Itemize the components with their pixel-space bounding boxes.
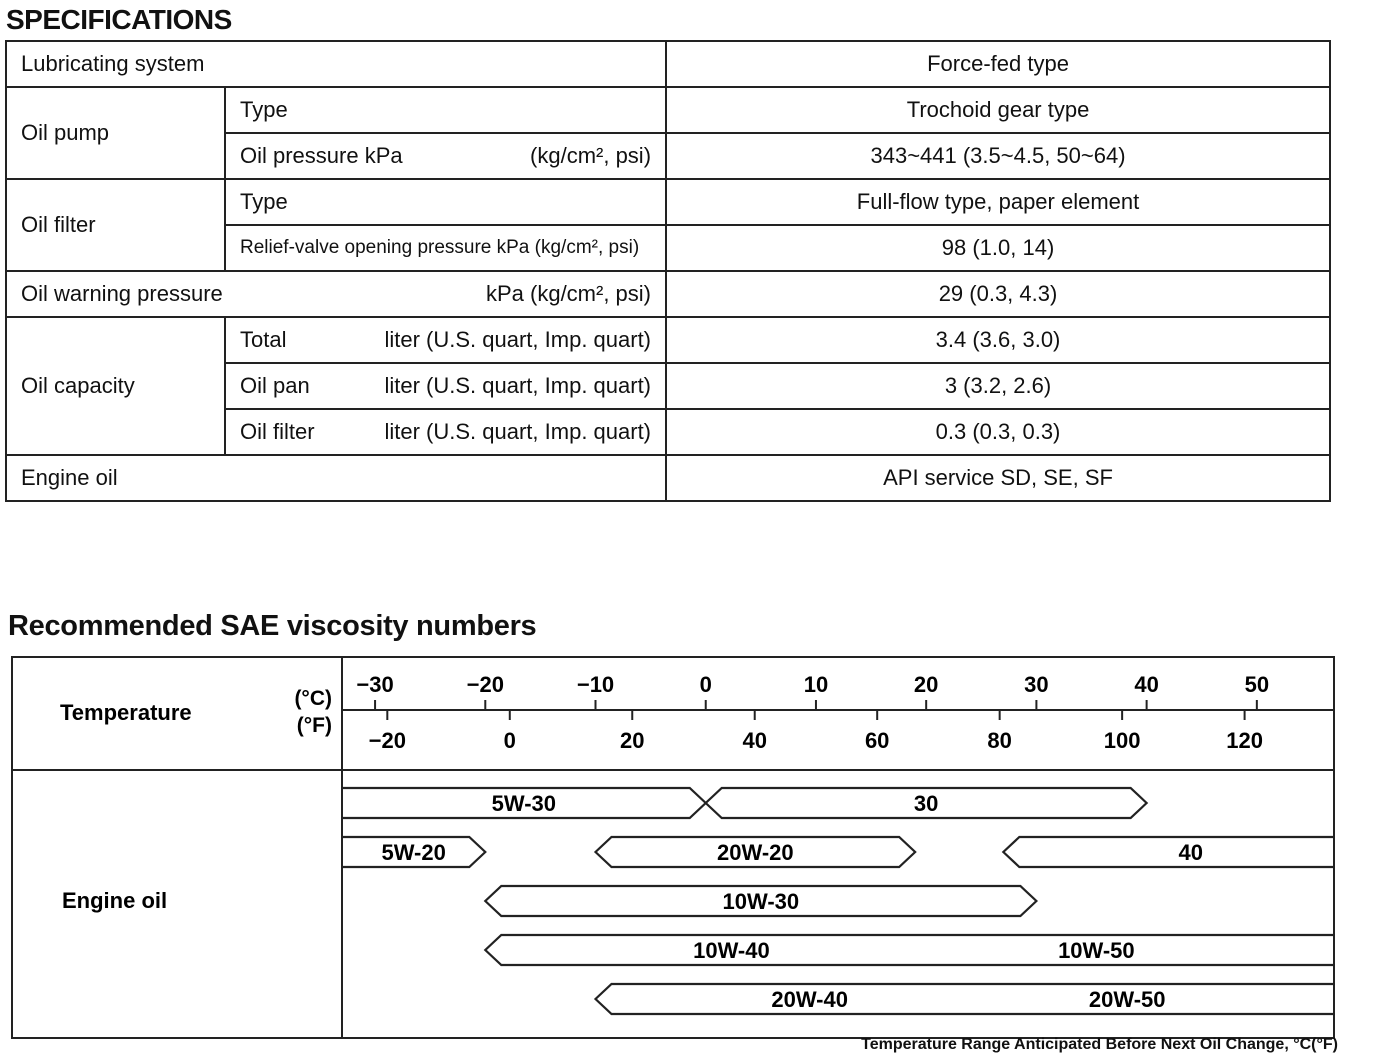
pump-pressure-cell: [225, 133, 666, 179]
capacity-label: Oil capacity: [6, 317, 225, 455]
relief-value: 98 (1.0, 14): [666, 225, 1330, 271]
filter-type-label: Type: [225, 179, 666, 225]
table-row: [6, 271, 1330, 317]
spec-table: [5, 40, 1331, 502]
engine-oil-label: Engine oil: [6, 455, 666, 501]
oil-filter-label: Oil filter: [6, 179, 225, 271]
table-row: [6, 179, 1330, 225]
table-row: [6, 317, 1330, 363]
fahrenheit-tick-label: 20: [620, 728, 645, 753]
engine-oil-chart-label: Engine oil: [62, 888, 168, 913]
chart-footnote: Temperature Range Anticipated Before Next Oil Change, °C(°F): [861, 1036, 1338, 1053]
celsius-tick-label: 40: [1134, 672, 1159, 697]
spec-title: SPECIFICATIONS: [6, 4, 232, 35]
viscosity-band-label: 40: [1178, 840, 1203, 865]
table-row: [6, 455, 1330, 501]
warning-unit: kPa (kg/cm², psi): [485, 281, 652, 306]
cap-pan-label: Oil pan: [240, 373, 310, 398]
fahrenheit-tick-label: 60: [864, 728, 890, 753]
cap-total-label: Total: [240, 327, 287, 352]
viscosity-band: [1003, 837, 1334, 867]
pump-type-value: Trochoid gear type: [666, 87, 1330, 133]
fahrenheit-tick-label: −20: [368, 728, 406, 753]
viscosity-title: Recommended SAE viscosity numbers: [8, 610, 537, 642]
viscosity-band: [596, 984, 1334, 1014]
viscosity-band-label: 30: [913, 791, 939, 816]
pump-type-label: Type: [225, 87, 666, 133]
fahrenheit-tick-label: 80: [987, 728, 1012, 753]
celsius-tick-label: 50: [1244, 672, 1270, 697]
fahrenheit-tick-label: 100: [1103, 728, 1141, 753]
table-row: [6, 87, 1330, 133]
viscosity-band: [485, 935, 1334, 965]
pump-pressure-label: Oil pressure kPa: [240, 143, 403, 168]
cap-filter-value: 0.3 (0.3, 0.3): [666, 409, 1330, 455]
lubricating-label: Lubricating system: [6, 41, 666, 87]
pump-pressure-value: 343~441 (3.5~4.5, 50~64): [666, 133, 1330, 179]
lubricating-value: Force-fed type: [666, 41, 1330, 87]
filter-type-value: Full-flow type, paper element: [666, 179, 1330, 225]
cap-pan-value: 3 (3.2, 2.6): [666, 363, 1330, 409]
fahrenheit-tick-label: 0: [503, 728, 516, 753]
viscosity-band-label: 20W-40: [771, 987, 848, 1012]
celsius-tick-label: 0: [699, 672, 712, 697]
celsius-tick-label: 20: [913, 672, 939, 697]
cap-filter-cell: [225, 409, 666, 455]
viscosity-band-label: 5W-20: [381, 840, 446, 865]
celsius-tick-label: −10: [576, 672, 615, 697]
cap-pan-cell: [225, 363, 666, 409]
celsius-tick-label: 30: [1024, 672, 1049, 697]
viscosity-chart: [0, 640, 1376, 1040]
viscosity-band-label: 10W-50: [1058, 938, 1135, 963]
oil-pump-label: Oil pump: [6, 87, 225, 179]
celsius-tick-label: −30: [356, 672, 394, 697]
celsius-unit: (°C): [294, 687, 332, 710]
warning-cell: [6, 271, 666, 317]
cap-unit: liter (U.S. quart, Imp. quart): [384, 373, 652, 398]
viscosity-band-label: 5W-30: [491, 791, 557, 816]
viscosity-band-label: 20W-50: [1088, 987, 1166, 1012]
cap-total-value: 3.4 (3.6, 3.0): [666, 317, 1330, 363]
pump-pressure-unit: (kg/cm², psi): [530, 143, 652, 168]
cap-filter-label: Oil filter: [240, 419, 315, 444]
relief-label: Relief-valve opening pressure kPa (kg/cm², psi): [225, 225, 666, 271]
cap-total-cell: [225, 317, 666, 363]
engine-oil-value: API service SD, SE, SF: [666, 455, 1330, 501]
fahrenheit-tick-label: 40: [742, 728, 767, 753]
celsius-tick-label: −20: [466, 672, 504, 697]
temperature-label: Temperature: [60, 700, 192, 725]
viscosity-band-label: 10W-30: [722, 889, 800, 914]
chart-frame: [12, 657, 1334, 1038]
celsius-tick-label: 10: [803, 672, 829, 697]
viscosity-band-label: 20W-20: [717, 840, 794, 865]
cap-unit: liter (U.S. quart, Imp. quart): [384, 419, 652, 444]
fahrenheit-unit: (°F): [296, 714, 332, 737]
warning-value: 29 (0.3, 4.3): [666, 271, 1330, 317]
table-row: [6, 41, 1330, 87]
cap-unit: liter (U.S. quart, Imp. quart): [384, 327, 652, 352]
fahrenheit-tick-label: 120: [1226, 728, 1263, 753]
warning-label: Oil warning pressure: [21, 281, 223, 306]
viscosity-band-label: 10W-40: [693, 938, 770, 963]
